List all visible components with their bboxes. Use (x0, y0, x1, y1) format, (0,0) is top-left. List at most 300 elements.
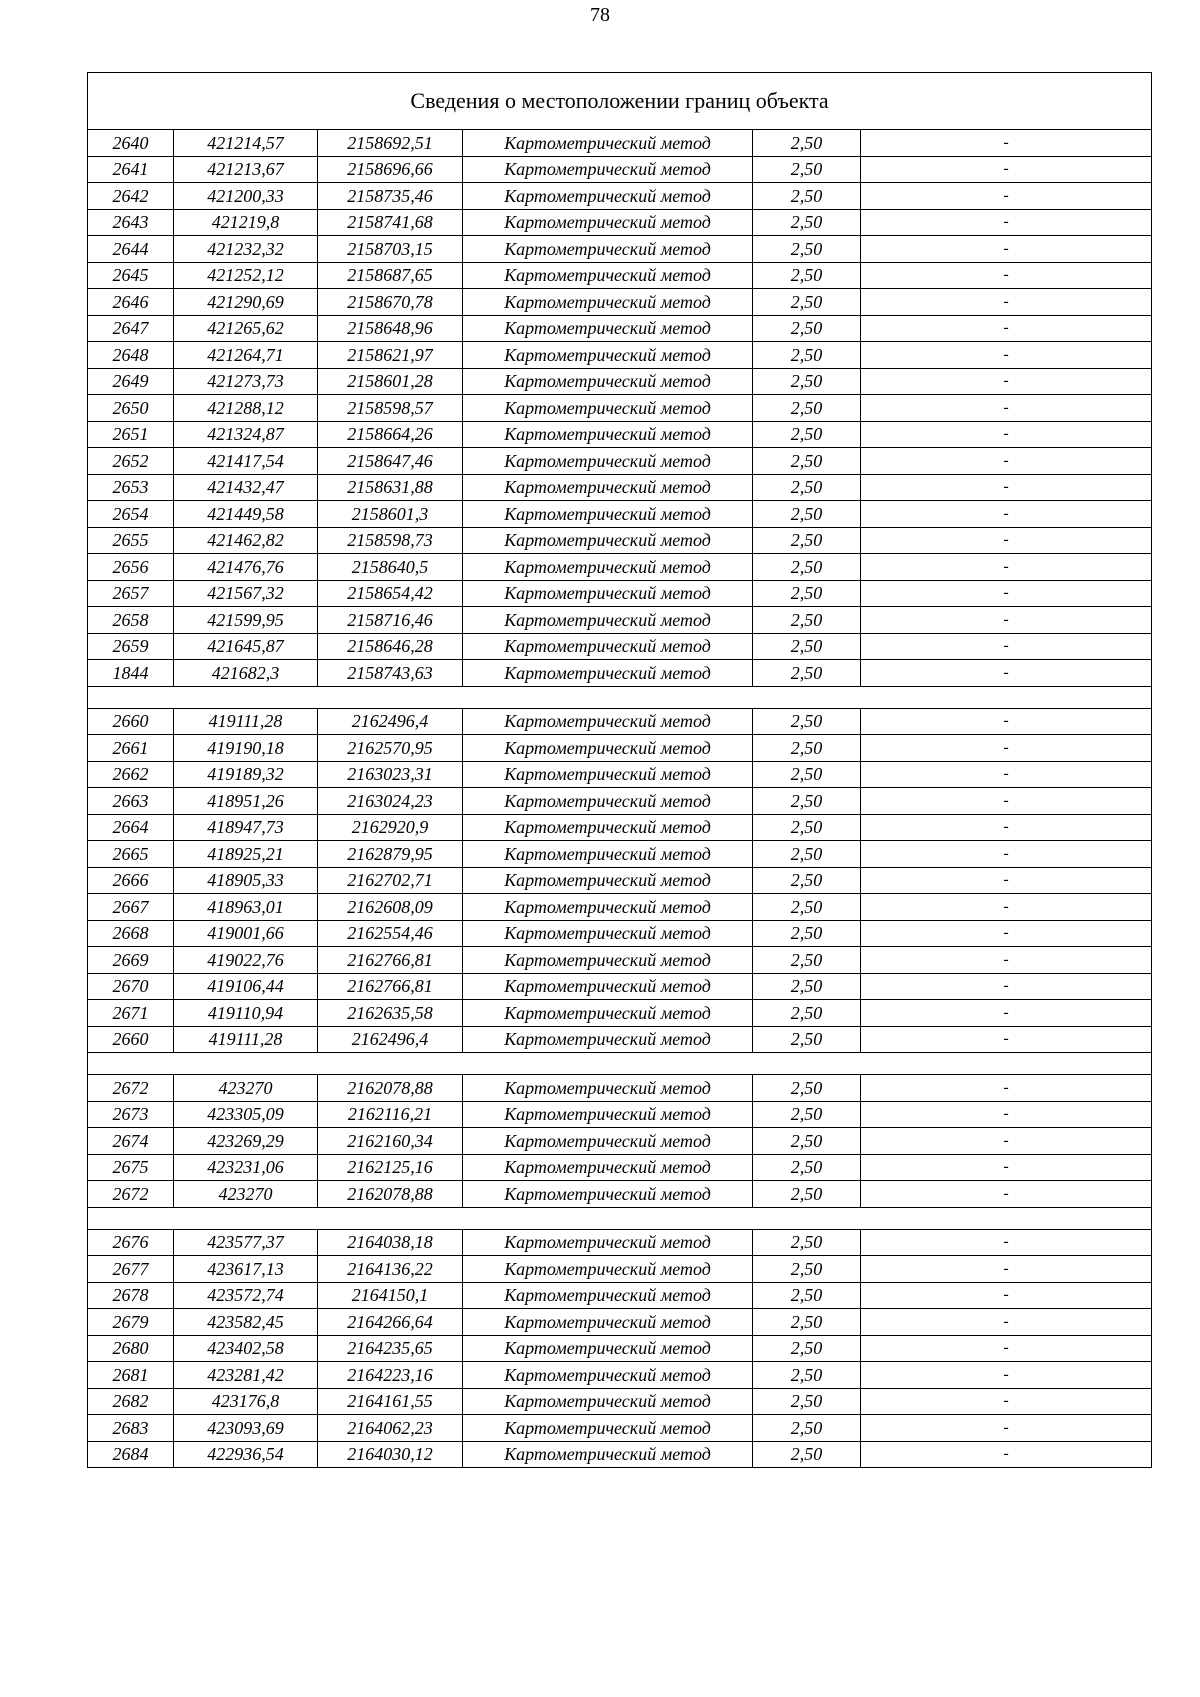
table-row (88, 761, 1152, 788)
x-coordinate-cell: 421273,73 (174, 368, 318, 395)
point-number-cell: 2653 (88, 474, 174, 501)
description-cell: - (861, 735, 1152, 762)
table-row (88, 474, 1152, 501)
accuracy-cell: 2,50 (753, 554, 861, 581)
description-cell: - (861, 708, 1152, 735)
method-cell: Картометрический метод (463, 183, 753, 210)
table-row (88, 1362, 1152, 1389)
x-coordinate-cell: 421214,57 (174, 130, 318, 157)
point-number-cell: 2643 (88, 209, 174, 236)
point-number-cell: 2640 (88, 130, 174, 157)
point-number-cell: 2672 (88, 1075, 174, 1102)
description-cell: - (861, 1388, 1152, 1415)
point-number-cell: 2680 (88, 1335, 174, 1362)
group-separator-row (88, 1053, 1152, 1075)
x-coordinate-cell: 423093,69 (174, 1415, 318, 1442)
method-cell: Картометрический метод (463, 156, 753, 183)
method-cell: Картометрический метод (463, 947, 753, 974)
separator-cell (88, 1053, 1152, 1075)
group-separator-row (88, 686, 1152, 708)
y-coordinate-cell: 2162496,4 (318, 1026, 463, 1053)
y-coordinate-cell: 2164235,65 (318, 1335, 463, 1362)
boundary-coordinates-table (87, 72, 1152, 1468)
point-number-cell: 2674 (88, 1128, 174, 1155)
y-coordinate-cell: 2162554,46 (318, 920, 463, 947)
x-coordinate-cell: 421645,87 (174, 633, 318, 660)
x-coordinate-cell: 421417,54 (174, 448, 318, 475)
method-cell: Картометрический метод (463, 867, 753, 894)
description-cell: - (861, 1441, 1152, 1468)
y-coordinate-cell: 2162608,09 (318, 894, 463, 921)
accuracy-cell: 2,50 (753, 735, 861, 762)
description-cell: - (861, 947, 1152, 974)
table-row (88, 841, 1152, 868)
x-coordinate-cell: 421200,33 (174, 183, 318, 210)
table-row (88, 501, 1152, 528)
table-row (88, 395, 1152, 422)
x-coordinate-cell: 423281,42 (174, 1362, 318, 1389)
point-number-cell: 2667 (88, 894, 174, 921)
description-cell: - (861, 580, 1152, 607)
y-coordinate-cell: 2162766,81 (318, 973, 463, 1000)
method-cell: Картометрический метод (463, 1075, 753, 1102)
accuracy-cell: 2,50 (753, 920, 861, 947)
point-number-cell: 2671 (88, 1000, 174, 1027)
table-row (88, 156, 1152, 183)
y-coordinate-cell: 2162116,21 (318, 1101, 463, 1128)
accuracy-cell: 2,50 (753, 1075, 861, 1102)
accuracy-cell: 2,50 (753, 395, 861, 422)
x-coordinate-cell: 423270 (174, 1181, 318, 1208)
y-coordinate-cell: 2162635,58 (318, 1000, 463, 1027)
point-number-cell: 2673 (88, 1101, 174, 1128)
description-cell: - (861, 894, 1152, 921)
method-cell: Картометрический метод (463, 554, 753, 581)
method-cell: Картометрический метод (463, 1026, 753, 1053)
description-cell: - (861, 368, 1152, 395)
y-coordinate-cell: 2158743,63 (318, 660, 463, 687)
y-coordinate-cell: 2163023,31 (318, 761, 463, 788)
table-row (88, 183, 1152, 210)
table-row (88, 973, 1152, 1000)
x-coordinate-cell: 421462,82 (174, 527, 318, 554)
table-row (88, 788, 1152, 815)
point-number-cell: 2641 (88, 156, 174, 183)
y-coordinate-cell: 2158735,46 (318, 183, 463, 210)
y-coordinate-cell: 2164062,23 (318, 1415, 463, 1442)
description-cell: - (861, 448, 1152, 475)
method-cell: Картометрический метод (463, 920, 753, 947)
point-number-cell: 2662 (88, 761, 174, 788)
description-cell: - (861, 1154, 1152, 1181)
table-row (88, 1026, 1152, 1053)
x-coordinate-cell: 419190,18 (174, 735, 318, 762)
accuracy-cell: 2,50 (753, 1000, 861, 1027)
method-cell: Картометрический метод (463, 841, 753, 868)
accuracy-cell: 2,50 (753, 841, 861, 868)
accuracy-cell: 2,50 (753, 236, 861, 263)
table-row (88, 262, 1152, 289)
accuracy-cell: 2,50 (753, 1282, 861, 1309)
point-number-cell: 1844 (88, 660, 174, 687)
point-number-cell: 2675 (88, 1154, 174, 1181)
x-coordinate-cell: 423582,45 (174, 1309, 318, 1336)
table-row (88, 1154, 1152, 1181)
y-coordinate-cell: 2158598,57 (318, 395, 463, 422)
description-cell: - (861, 1000, 1152, 1027)
description-cell: - (861, 315, 1152, 342)
method-cell: Картометрический метод (463, 395, 753, 422)
accuracy-cell: 2,50 (753, 1335, 861, 1362)
description-cell: - (861, 1335, 1152, 1362)
accuracy-cell: 2,50 (753, 1309, 861, 1336)
y-coordinate-cell: 2158703,15 (318, 236, 463, 263)
y-coordinate-cell: 2158598,73 (318, 527, 463, 554)
point-number-cell: 2648 (88, 342, 174, 369)
table-row (88, 1335, 1152, 1362)
method-cell: Картометрический метод (463, 130, 753, 157)
accuracy-cell: 2,50 (753, 633, 861, 660)
x-coordinate-cell: 421265,62 (174, 315, 318, 342)
table-row (88, 1415, 1152, 1442)
table-row (88, 527, 1152, 554)
point-number-cell: 2647 (88, 315, 174, 342)
y-coordinate-cell: 2164030,12 (318, 1441, 463, 1468)
table-row (88, 1181, 1152, 1208)
description-cell: - (861, 1128, 1152, 1155)
description-cell: - (861, 1256, 1152, 1283)
table-row (88, 421, 1152, 448)
x-coordinate-cell: 418963,01 (174, 894, 318, 921)
accuracy-cell: 2,50 (753, 448, 861, 475)
table-row (88, 1309, 1152, 1336)
x-coordinate-cell: 421449,58 (174, 501, 318, 528)
point-number-cell: 2684 (88, 1441, 174, 1468)
method-cell: Картометрический метод (463, 236, 753, 263)
table-row (88, 607, 1152, 634)
x-coordinate-cell: 423270 (174, 1075, 318, 1102)
x-coordinate-cell: 421252,12 (174, 262, 318, 289)
method-cell: Картометрический метод (463, 474, 753, 501)
description-cell: - (861, 920, 1152, 947)
description-cell: - (861, 1229, 1152, 1256)
x-coordinate-cell: 423402,58 (174, 1335, 318, 1362)
y-coordinate-cell: 2158664,26 (318, 421, 463, 448)
accuracy-cell: 2,50 (753, 501, 861, 528)
description-cell: - (861, 289, 1152, 316)
point-number-cell: 2657 (88, 580, 174, 607)
point-number-cell: 2666 (88, 867, 174, 894)
method-cell: Картометрический метод (463, 501, 753, 528)
accuracy-cell: 2,50 (753, 761, 861, 788)
table-row (88, 1000, 1152, 1027)
method-cell: Картометрический метод (463, 1181, 753, 1208)
method-cell: Картометрический метод (463, 1362, 753, 1389)
method-cell: Картометрический метод (463, 761, 753, 788)
y-coordinate-cell: 2158640,5 (318, 554, 463, 581)
description-cell: - (861, 395, 1152, 422)
point-number-cell: 2651 (88, 421, 174, 448)
description-cell: - (861, 501, 1152, 528)
description-cell: - (861, 183, 1152, 210)
description-cell: - (861, 1309, 1152, 1336)
y-coordinate-cell: 2163024,23 (318, 788, 463, 815)
accuracy-cell: 2,50 (753, 1229, 861, 1256)
accuracy-cell: 2,50 (753, 1362, 861, 1389)
y-coordinate-cell: 2164223,16 (318, 1362, 463, 1389)
accuracy-cell: 2,50 (753, 1256, 861, 1283)
accuracy-cell: 2,50 (753, 580, 861, 607)
table-row (88, 920, 1152, 947)
y-coordinate-cell: 2158670,78 (318, 289, 463, 316)
description-cell: - (861, 130, 1152, 157)
table-row (88, 894, 1152, 921)
x-coordinate-cell: 423176,8 (174, 1388, 318, 1415)
accuracy-cell: 2,50 (753, 209, 861, 236)
method-cell: Картометрический метод (463, 708, 753, 735)
y-coordinate-cell: 2158687,65 (318, 262, 463, 289)
description-cell: - (861, 1101, 1152, 1128)
description-cell: - (861, 814, 1152, 841)
page-number: 78 (590, 4, 610, 26)
accuracy-cell: 2,50 (753, 867, 861, 894)
description-cell: - (861, 660, 1152, 687)
x-coordinate-cell: 421476,76 (174, 554, 318, 581)
point-number-cell: 2664 (88, 814, 174, 841)
x-coordinate-cell: 418925,21 (174, 841, 318, 868)
separator-cell (88, 1207, 1152, 1229)
table-row (88, 1388, 1152, 1415)
accuracy-cell: 2,50 (753, 607, 861, 634)
x-coordinate-cell: 421290,69 (174, 289, 318, 316)
accuracy-cell: 2,50 (753, 315, 861, 342)
method-cell: Картометрический метод (463, 315, 753, 342)
accuracy-cell: 2,50 (753, 342, 861, 369)
accuracy-cell: 2,50 (753, 894, 861, 921)
point-number-cell: 2655 (88, 527, 174, 554)
description-cell: - (861, 262, 1152, 289)
table-row (88, 554, 1152, 581)
description-cell: - (861, 1415, 1152, 1442)
point-number-cell: 2656 (88, 554, 174, 581)
point-number-cell: 2650 (88, 395, 174, 422)
x-coordinate-cell: 421324,87 (174, 421, 318, 448)
x-coordinate-cell: 418951,26 (174, 788, 318, 815)
table-row (88, 1101, 1152, 1128)
description-cell: - (861, 1362, 1152, 1389)
method-cell: Картометрический метод (463, 368, 753, 395)
y-coordinate-cell: 2162920,9 (318, 814, 463, 841)
x-coordinate-cell: 419001,66 (174, 920, 318, 947)
y-coordinate-cell: 2158692,51 (318, 130, 463, 157)
method-cell: Картометрический метод (463, 448, 753, 475)
method-cell: Картометрический метод (463, 1441, 753, 1468)
y-coordinate-cell: 2158601,3 (318, 501, 463, 528)
x-coordinate-cell: 421232,32 (174, 236, 318, 263)
table-row (88, 130, 1152, 157)
y-coordinate-cell: 2162078,88 (318, 1075, 463, 1102)
table-row (88, 708, 1152, 735)
point-number-cell: 2646 (88, 289, 174, 316)
y-coordinate-cell: 2158654,42 (318, 580, 463, 607)
x-coordinate-cell: 423617,13 (174, 1256, 318, 1283)
table-row (88, 315, 1152, 342)
description-cell: - (861, 841, 1152, 868)
method-cell: Картометрический метод (463, 1335, 753, 1362)
point-number-cell: 2677 (88, 1256, 174, 1283)
x-coordinate-cell: 419022,76 (174, 947, 318, 974)
table-row (88, 1282, 1152, 1309)
table-row (88, 448, 1152, 475)
y-coordinate-cell: 2162702,71 (318, 867, 463, 894)
x-coordinate-cell: 421567,32 (174, 580, 318, 607)
description-cell: - (861, 474, 1152, 501)
accuracy-cell: 2,50 (753, 947, 861, 974)
x-coordinate-cell: 422936,54 (174, 1441, 318, 1468)
point-number-cell: 2679 (88, 1309, 174, 1336)
accuracy-cell: 2,50 (753, 660, 861, 687)
y-coordinate-cell: 2164136,22 (318, 1256, 463, 1283)
method-cell: Картометрический метод (463, 421, 753, 448)
point-number-cell: 2681 (88, 1362, 174, 1389)
point-number-cell: 2645 (88, 262, 174, 289)
point-number-cell: 2670 (88, 973, 174, 1000)
accuracy-cell: 2,50 (753, 183, 861, 210)
table-row (88, 1229, 1152, 1256)
table-row (88, 342, 1152, 369)
accuracy-cell: 2,50 (753, 262, 861, 289)
accuracy-cell: 2,50 (753, 1154, 861, 1181)
accuracy-cell: 2,50 (753, 368, 861, 395)
y-coordinate-cell: 2162570,95 (318, 735, 463, 762)
x-coordinate-cell: 419189,32 (174, 761, 318, 788)
accuracy-cell: 2,50 (753, 421, 861, 448)
description-cell: - (861, 1282, 1152, 1309)
point-number-cell: 2659 (88, 633, 174, 660)
table-title: Сведения о местоположении границ объекта (88, 73, 1152, 130)
accuracy-cell: 2,50 (753, 1128, 861, 1155)
accuracy-cell: 2,50 (753, 708, 861, 735)
x-coordinate-cell: 423305,09 (174, 1101, 318, 1128)
method-cell: Картометрический метод (463, 1388, 753, 1415)
method-cell: Картометрический метод (463, 1128, 753, 1155)
table-row (88, 867, 1152, 894)
method-cell: Картометрический метод (463, 1256, 753, 1283)
method-cell: Картометрический метод (463, 1229, 753, 1256)
method-cell: Картометрический метод (463, 788, 753, 815)
y-coordinate-cell: 2158716,46 (318, 607, 463, 634)
table-row (88, 735, 1152, 762)
method-cell: Картометрический метод (463, 527, 753, 554)
method-cell: Картометрический метод (463, 633, 753, 660)
description-cell: - (861, 342, 1152, 369)
accuracy-cell: 2,50 (753, 1415, 861, 1442)
description-cell: - (861, 1181, 1152, 1208)
x-coordinate-cell: 421599,95 (174, 607, 318, 634)
y-coordinate-cell: 2158601,28 (318, 368, 463, 395)
description-cell: - (861, 209, 1152, 236)
y-coordinate-cell: 2162078,88 (318, 1181, 463, 1208)
point-number-cell: 2663 (88, 788, 174, 815)
point-number-cell: 2669 (88, 947, 174, 974)
method-cell: Картометрический метод (463, 1154, 753, 1181)
table-row (88, 814, 1152, 841)
table-body (88, 130, 1152, 1468)
accuracy-cell: 2,50 (753, 156, 861, 183)
description-cell: - (861, 607, 1152, 634)
y-coordinate-cell: 2158741,68 (318, 209, 463, 236)
table-row (88, 209, 1152, 236)
table-row (88, 1075, 1152, 1102)
point-number-cell: 2665 (88, 841, 174, 868)
y-coordinate-cell: 2164266,64 (318, 1309, 463, 1336)
accuracy-cell: 2,50 (753, 1026, 861, 1053)
description-cell: - (861, 867, 1152, 894)
x-coordinate-cell: 419110,94 (174, 1000, 318, 1027)
x-coordinate-cell: 421264,71 (174, 342, 318, 369)
table-row (88, 1256, 1152, 1283)
table-row (88, 580, 1152, 607)
x-coordinate-cell: 423577,37 (174, 1229, 318, 1256)
x-coordinate-cell: 423269,29 (174, 1128, 318, 1155)
method-cell: Картометрический метод (463, 1101, 753, 1128)
y-coordinate-cell: 2162766,81 (318, 947, 463, 974)
y-coordinate-cell: 2162160,34 (318, 1128, 463, 1155)
method-cell: Картометрический метод (463, 1000, 753, 1027)
method-cell: Картометрический метод (463, 660, 753, 687)
x-coordinate-cell: 421288,12 (174, 395, 318, 422)
table-row (88, 368, 1152, 395)
description-cell: - (861, 1026, 1152, 1053)
accuracy-cell: 2,50 (753, 788, 861, 815)
x-coordinate-cell: 423572,74 (174, 1282, 318, 1309)
method-cell: Картометрический метод (463, 607, 753, 634)
method-cell: Картометрический метод (463, 735, 753, 762)
point-number-cell: 2652 (88, 448, 174, 475)
accuracy-cell: 2,50 (753, 1388, 861, 1415)
x-coordinate-cell: 423231,06 (174, 1154, 318, 1181)
y-coordinate-cell: 2164161,55 (318, 1388, 463, 1415)
point-number-cell: 2683 (88, 1415, 174, 1442)
table-row (88, 947, 1152, 974)
y-coordinate-cell: 2158621,97 (318, 342, 463, 369)
y-coordinate-cell: 2162496,4 (318, 708, 463, 735)
separator-cell (88, 686, 1152, 708)
point-number-cell: 2661 (88, 735, 174, 762)
y-coordinate-cell: 2164038,18 (318, 1229, 463, 1256)
method-cell: Картометрический метод (463, 1415, 753, 1442)
method-cell: Картометрический метод (463, 814, 753, 841)
description-cell: - (861, 554, 1152, 581)
point-number-cell: 2660 (88, 708, 174, 735)
y-coordinate-cell: 2162879,95 (318, 841, 463, 868)
y-coordinate-cell: 2158648,96 (318, 315, 463, 342)
description-cell: - (861, 527, 1152, 554)
description-cell: - (861, 1075, 1152, 1102)
description-cell: - (861, 788, 1152, 815)
y-coordinate-cell: 2158696,66 (318, 156, 463, 183)
accuracy-cell: 2,50 (753, 814, 861, 841)
x-coordinate-cell: 419106,44 (174, 973, 318, 1000)
accuracy-cell: 2,50 (753, 973, 861, 1000)
accuracy-cell: 2,50 (753, 1441, 861, 1468)
point-number-cell: 2642 (88, 183, 174, 210)
point-number-cell: 2678 (88, 1282, 174, 1309)
point-number-cell: 2649 (88, 368, 174, 395)
point-number-cell: 2668 (88, 920, 174, 947)
method-cell: Картометрический метод (463, 289, 753, 316)
method-cell: Картометрический метод (463, 262, 753, 289)
